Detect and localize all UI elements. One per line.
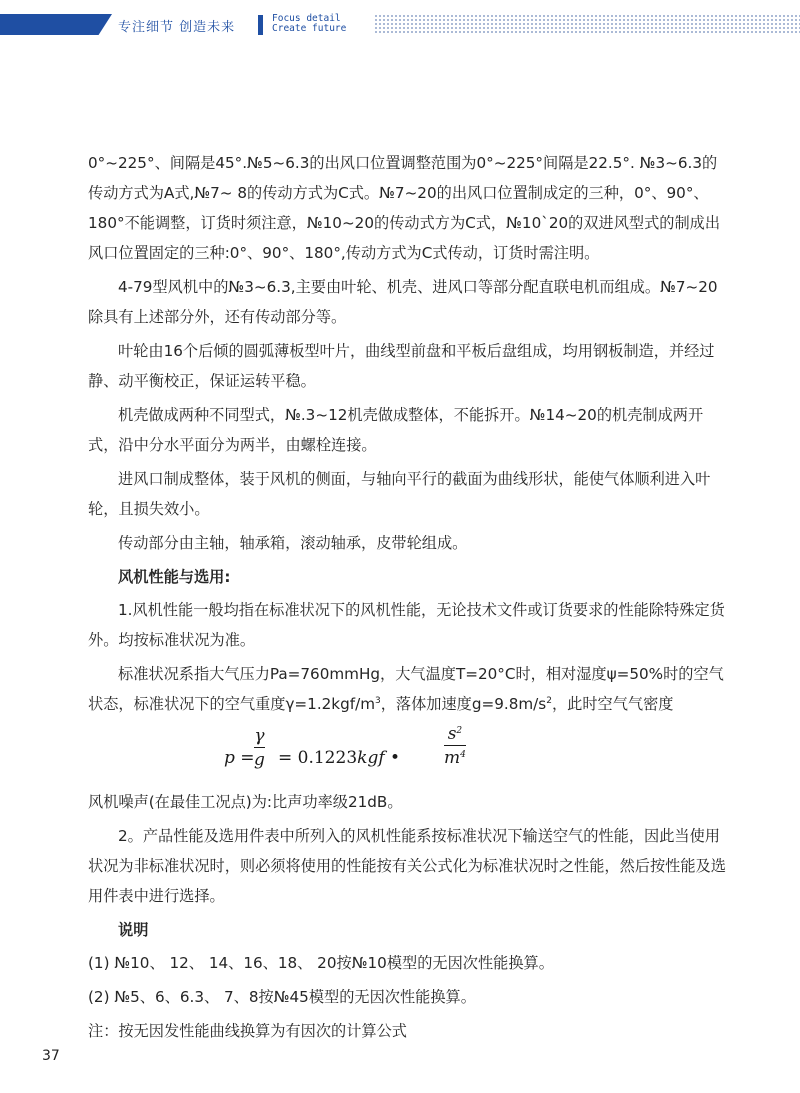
header-slogan-cn: 专注细节 创造未来 [118, 20, 236, 35]
formula-fraction-s2-over-m4 [444, 723, 466, 770]
header-slogan-en [272, 14, 346, 34]
paragraph-casing: 机壳做成两种不同型式，№.3~12机壳做成整体，不能拆开。№14~20的机壳制成两开式，沿中分水平面分为两半，由螺栓连接。 [88, 406, 704, 454]
header-slogan-en-line1: Focus detail [272, 13, 341, 24]
note-item-2: (2) №5、6、6.3、 7、8按№45模型的无因次性能换算。 [88, 988, 476, 1006]
header-blue-tab [0, 14, 112, 35]
paragraph-standard-conditions [88, 659, 728, 719]
std-conditions-text-b: ，落体加速度g=9.8m/s [380, 695, 547, 713]
std-conditions-text-a: 标准状况系指大气压力Pa=760mmHg，大气温度T=20°C时，相对湿度ψ=50%时的空气状态，标准状况下的空气重度γ=1.2kgf/m [88, 665, 724, 713]
air-density-formula [88, 723, 728, 785]
formula-frac1-numerator: γ [254, 726, 265, 746]
formula-frac2-den-base: m [444, 748, 461, 768]
paragraph-noise: 风机噪声(在最佳工况点)为:比声功率级21dB。 [88, 793, 403, 811]
note-formula-intro: 注：按无因发性能曲线换算为有因次的计算公式 [88, 1022, 407, 1040]
paragraph-inlet: 进风口制成整体，装于风机的侧面，与轴向平行的截面为曲线形状，能使气体顺利进入叶轮，且损失效小。 [88, 470, 711, 518]
std-conditions-sup-3: 3 [375, 696, 381, 706]
header-dot-pattern [374, 14, 800, 35]
formula-frac2-den-exp: 4 [460, 750, 466, 760]
paragraph-fan-structure: 4-79型风机中的№3~6.3,主要由叶轮、机壳、进风口等部分配直联电机而组成。№7~20除具有上述部分外，还有传动部分等。 [88, 278, 718, 326]
formula-dot: • [390, 748, 401, 768]
paragraph-performance-standard: 1.风机性能一般均指在标准状况下的风机性能，无论技术文件或订货要求的性能除特殊定货外。均按标准状况为准。 [88, 601, 725, 649]
formula-lhs: p = [224, 748, 255, 768]
formula-frac2-num-exp: 2 [456, 726, 463, 736]
formula-frac2-numerator [448, 723, 462, 745]
formula-frac2-num-base: s [447, 724, 457, 744]
header-divider-bar [258, 15, 263, 35]
note-item-1: (1) №10、 12、 14、16、18、 20按№10模型的无因次性能换算。 [88, 954, 554, 972]
paragraph-transmission: 传动部分由主轴，轴承箱，滚动轴承，皮带轮组成。 [118, 534, 468, 552]
formula-frac1-denominator: g [254, 750, 265, 770]
page-body [88, 148, 728, 1050]
header-slogan-en-line2: Create future [272, 23, 347, 34]
formula-middle [278, 743, 400, 773]
formula-unit: kgf [357, 748, 385, 768]
std-conditions-sup-2: 2 [546, 696, 552, 706]
formula-fraction-gamma-over-g [254, 725, 265, 772]
formula-frac2-denominator [444, 746, 466, 770]
page-number: 37 [42, 1048, 60, 1064]
page-header [0, 0, 800, 40]
paragraph-impeller: 叶轮由16个后倾的圆弧薄板型叶片，曲线型前盘和平板后盘组成，均用钢板制造，并经过静、动平衡校正，保证运转平稳。 [88, 342, 715, 390]
heading-notes: 说明 [118, 921, 149, 939]
heading-performance-selection: 风机性能与选用: [118, 568, 231, 586]
paragraph-nonstandard-conversion: 2。产品性能及选用件表中所列入的风机性能系按标准状况下输送空气的性能，因此当使用状况为非标准状况时，则必须将使用的性能按有关公式化为标准状况时之性能，然后按性能及选用件表中进行选择。 [88, 827, 726, 905]
paragraph-outlet-positions: 0°~225°、间隔是45°.№5~6.3的出风口位置调整范围为0°~225°间隔是22.5°. №3~6.3的传动方式为A式,№7~ 8的传动方式为C式。№7~20的出风口位置制成定的三种，0°、90°、180°不能调整，订货时须注意，№10~20的传动式方为C式，№10`20的双进风型式的制成出风口位置固定的三种:0°、90°、180°,传动方式为C式传动，订货时需注明。 [88, 154, 721, 262]
std-conditions-text-c: ，此时空气气密度 [551, 695, 674, 713]
formula-middle-eq: = 0.1223 [278, 748, 358, 768]
